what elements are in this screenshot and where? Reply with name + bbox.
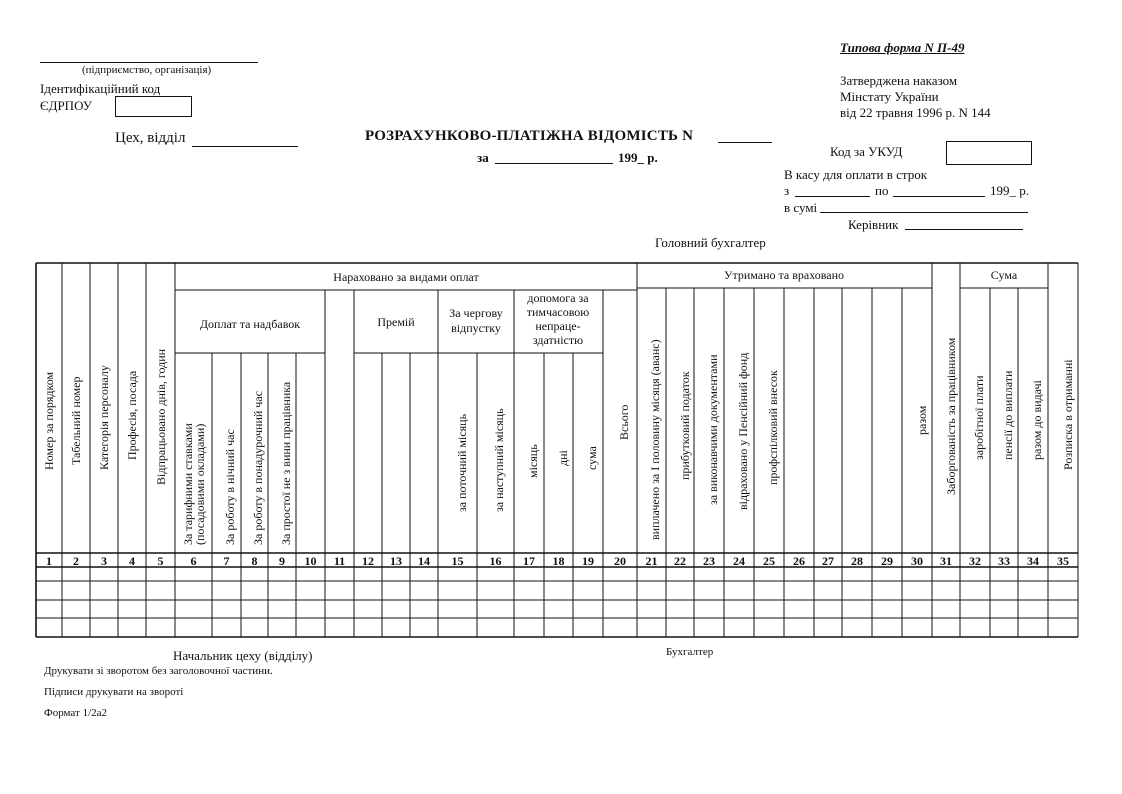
col-number-13: 13 — [390, 554, 402, 568]
chief-accountant-label: Головний бухгалтер — [655, 235, 766, 250]
col-23-header: за виконавчими документами — [706, 354, 720, 505]
col-6-header-a: За тарифними ставками — [181, 423, 195, 545]
col-number-4: 4 — [129, 554, 135, 568]
col-22-header: прибутковий податок — [678, 371, 692, 480]
col-number-3: 3 — [101, 554, 107, 568]
col-7-header: За роботу в нічний час — [223, 429, 237, 545]
page-title: РОЗРАХУНКОВО-ПЛАТІЖНА ВІДОМІСТЬ N — [365, 128, 694, 144]
period-prefix: за — [477, 150, 489, 165]
form-type: Типова форма N П-49 — [840, 40, 965, 55]
col-21-header: виплачено за І половину місяця (аванс) — [648, 339, 662, 540]
ukud-label: Код за УКУД — [830, 144, 903, 159]
col-number-7: 7 — [223, 554, 230, 568]
group-sum-label: Сума — [990, 268, 1018, 282]
col-number-33: 33 — [998, 554, 1010, 568]
sub-surcharges-label: Доплат та надбавок — [199, 317, 301, 331]
col-35-header: Розписка в отриманні — [1061, 359, 1075, 470]
col-number-34: 34 — [1027, 554, 1039, 568]
col-30-header: разом — [915, 405, 929, 435]
group-withheld-label: Утримано та враховано — [723, 268, 845, 282]
col-16-header: за наступний місяць — [492, 408, 506, 512]
sub-aid-label-4: здатністю — [532, 333, 584, 347]
col-17-header: місяць — [526, 444, 540, 478]
period-year: 199_ р. — [618, 150, 658, 165]
col-number-24: 24 — [733, 554, 745, 568]
approved-line-1: Затверджена наказом — [840, 73, 958, 88]
col-34-header: разом до видачі — [1030, 380, 1044, 460]
enterprise-caption: (підприємство, організація) — [82, 64, 212, 76]
col-number-18: 18 — [552, 554, 565, 568]
footer-note-3: Формат 1/2а2 — [44, 707, 108, 719]
sub-aid-label-2: тимчасовою — [526, 305, 590, 319]
col-number-25: 25 — [763, 554, 775, 568]
sub-aid-label-3: непраце- — [535, 319, 581, 333]
col-8-header: За роботу в понадурочний час — [251, 391, 265, 545]
col-number-26: 26 — [793, 554, 805, 568]
col-6-header-b: (посадовими окладами) — [193, 423, 207, 545]
shop-head-label: Начальник цеху (відділу) — [173, 648, 313, 663]
col-number-8: 8 — [251, 554, 258, 568]
col-number-5: 5 — [157, 554, 164, 568]
group-accrued-label: Нараховано за видами оплат — [333, 270, 479, 284]
sub-vacation-label-2: відпустку — [451, 321, 501, 335]
department-label: Цех, відділ — [115, 130, 186, 146]
col-number-14: 14 — [418, 554, 430, 568]
col-5-header: Відпрацьовано днів, годин — [154, 348, 168, 485]
approved-line-3: від 22 травня 1996 р. N 144 — [840, 105, 991, 120]
col-9-header: За простої не з вини працівника — [279, 381, 293, 545]
col-25-header: профспілковий внесок — [766, 370, 780, 485]
col-number-17: 17 — [523, 554, 535, 568]
sub-vacation-label-1: За чергову — [449, 306, 503, 320]
col-3-header: Категорія персоналу — [97, 365, 111, 470]
head-label: Керівник — [848, 217, 899, 232]
col-number-22: 22 — [674, 554, 686, 568]
col-number-19: 19 — [582, 554, 594, 568]
from-label: з — [784, 183, 790, 198]
col-number-12: 12 — [362, 554, 374, 568]
col-number-9: 9 — [279, 554, 285, 568]
col-number-27: 27 — [822, 554, 834, 568]
col-number-35: 35 — [1057, 554, 1069, 568]
sum-label: в сумі — [784, 200, 818, 215]
col-2-header: Табельний номер — [69, 376, 83, 465]
col-24-header: відраховано у Пенсійний фонд — [736, 352, 750, 510]
col-number-1: 1 — [46, 554, 52, 568]
ident-code-label: Ідентифікаційний код — [40, 81, 161, 96]
approved-line-2: Мінстату України — [840, 89, 939, 104]
col-number-10: 10 — [304, 554, 317, 568]
col-4-header: Професія, посада — [125, 370, 139, 460]
col-number-16: 16 — [489, 554, 502, 568]
col-19-header: сума — [585, 446, 599, 470]
col-number-6: 6 — [190, 554, 197, 568]
col-number-29: 29 — [881, 554, 893, 568]
col-32-header: заробітної плати — [972, 375, 986, 460]
col-15-header: за поточний місяць — [455, 413, 469, 512]
col-number-23: 23 — [703, 554, 715, 568]
col-18-header: дні — [556, 450, 570, 466]
col-number-15: 15 — [451, 554, 464, 568]
footer-note-1: Друкувати зі зворотом без заголовочної частини. — [44, 665, 273, 677]
col-33-header: пенсії до виплати — [1001, 370, 1015, 460]
col-number-11: 11 — [333, 554, 346, 568]
edrpou-label: ЄДРПОУ — [40, 98, 92, 113]
footer-note-2: Підписи друкувати на звороті — [44, 686, 184, 698]
col-1-header: Номер за порядком — [42, 371, 56, 470]
col-number-30: 30 — [911, 554, 923, 568]
cash-year: 199_ р. — [990, 183, 1029, 198]
col-number-2: 2 — [73, 554, 79, 568]
accountant-label: Бухгалтер — [666, 646, 714, 658]
sub-bonuses-label: Премій — [377, 315, 415, 329]
col-number-32: 32 — [969, 554, 981, 568]
col-31-header: Заборгованість за працівником — [944, 337, 958, 495]
col-number-21: 21 — [645, 554, 658, 568]
col-number-20: 20 — [614, 554, 626, 568]
col-number-31: 31 — [940, 554, 952, 568]
col-number-28: 28 — [851, 554, 863, 568]
to-label: по — [875, 183, 889, 198]
col-20-header: Всього — [617, 404, 631, 440]
cash-line-label: В касу для оплати в строк — [784, 167, 928, 182]
sub-aid-label-1: допомога за — [527, 291, 589, 305]
